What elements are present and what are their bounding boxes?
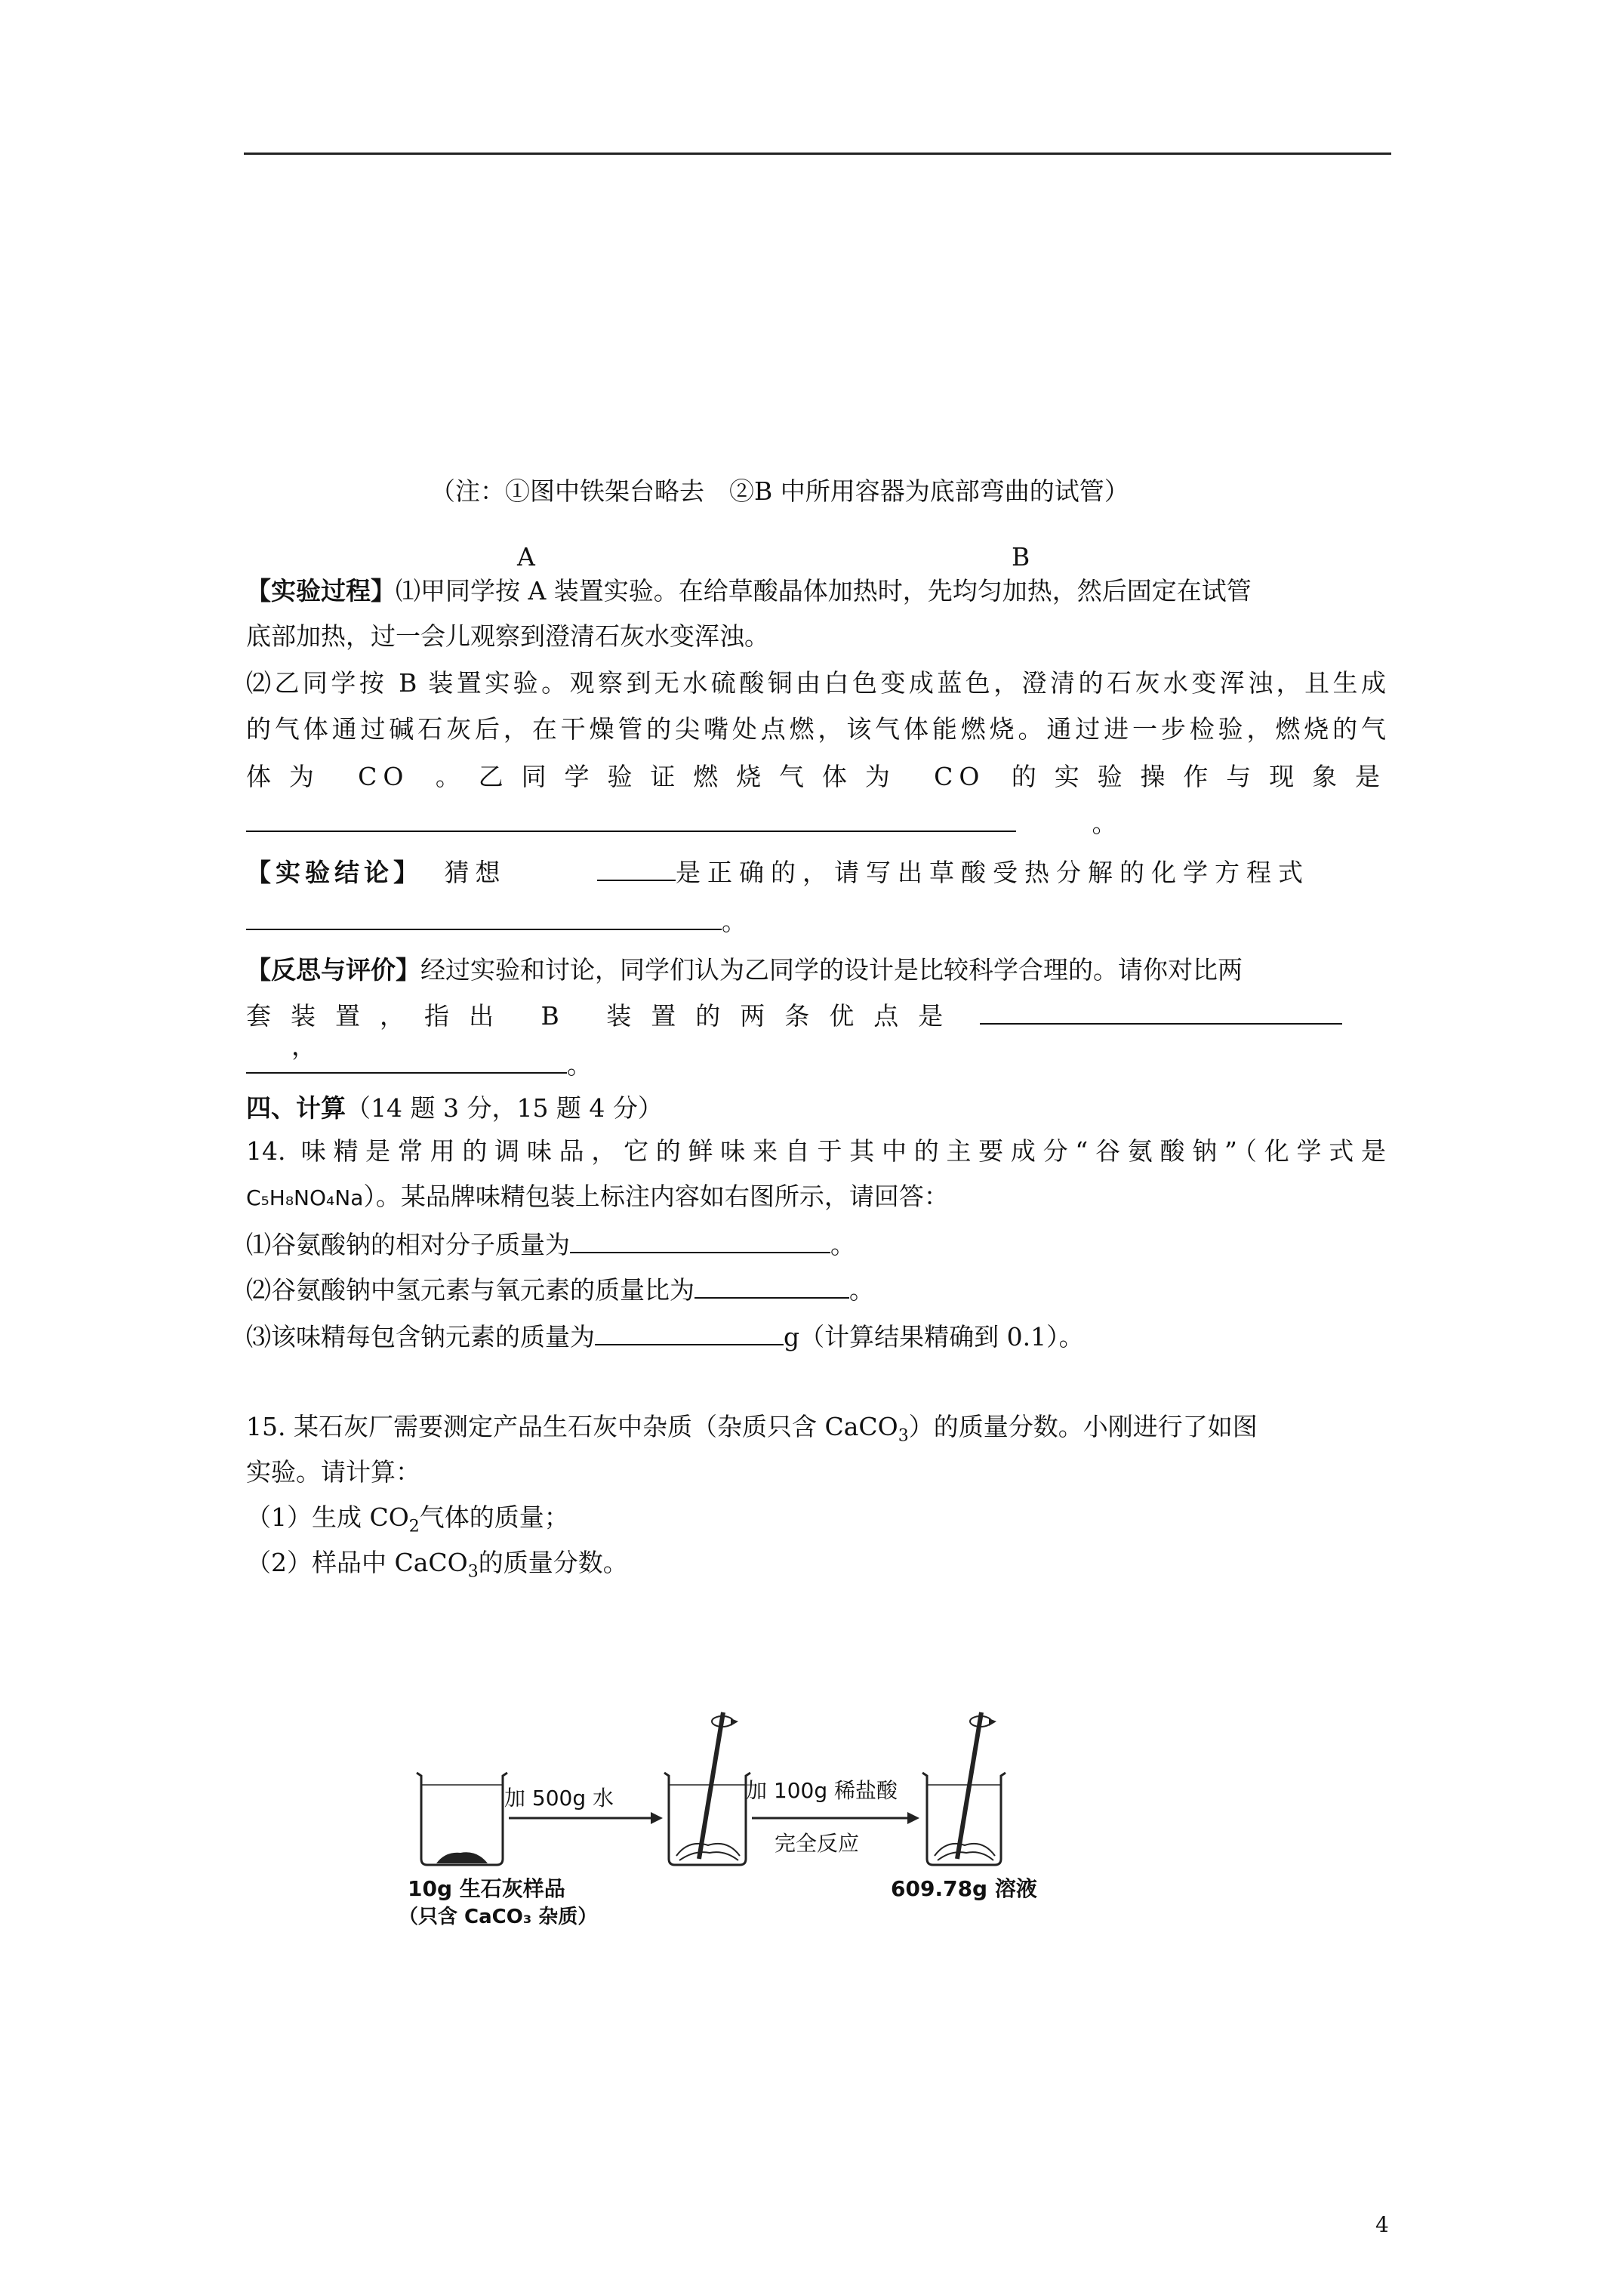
answer-blank-equation[interactable] <box>246 906 722 930</box>
reflection-line-1: 【反思与评价】经过实验和讨论，同学们认为乙同学的设计是比较科学合理的。请你对比两 <box>246 955 1243 985</box>
header-rule <box>244 153 1391 155</box>
reflection-line-2: 套装置，指出 B 装置的两条优点是 ， <box>246 1000 1386 1062</box>
answer-blank-advantage-2[interactable] <box>246 1049 567 1074</box>
q15-sub-2: （2）样品中 CaCO$_3$的质量分数。 <box>246 1548 628 1582</box>
formula-msg: C₅H₈NO₄Na <box>246 1185 364 1210</box>
answer-blank-mass-ratio[interactable] <box>694 1274 849 1299</box>
stirring-rod-2-icon <box>957 1712 996 1859</box>
arrow-2-icon <box>752 1812 919 1824</box>
answer-blank-molar-mass[interactable] <box>570 1229 830 1253</box>
answer-blank-co-test[interactable] <box>246 808 1016 832</box>
process-line-6: 。 <box>246 808 1386 839</box>
figure-label-a: A <box>517 542 535 572</box>
answer-blank-advantage-1[interactable] <box>980 1000 1342 1025</box>
experiment-diagram <box>399 1691 1087 1940</box>
answer-blank-sodium-mass[interactable] <box>595 1321 784 1345</box>
q14-sub-2: ⑵谷氨酸钠中氢元素与氧元素的质量比为 。 <box>246 1275 874 1305</box>
solution-label: 609.78g 溶液 <box>891 1876 1037 1901</box>
arrow-1-icon <box>509 1812 663 1824</box>
step-2b-label: 完全反应 <box>775 1831 860 1856</box>
section-4-title: 四、计算（14 题 3 分，15 题 4 分） <box>246 1093 663 1123</box>
stirring-rod-1-icon <box>699 1712 738 1859</box>
process-line-1: 【实验过程】⑴甲同学按 A 装置实验。在给草酸晶体加热时，先均匀加热，然后固定在试管 <box>246 576 1252 606</box>
figure-label-b: B <box>1012 542 1030 572</box>
process-heading: 【实验过程】 <box>246 576 396 606</box>
reflection-heading: 【反思与评价】 <box>246 955 420 985</box>
page-number: 4 <box>1375 2212 1389 2237</box>
conclusion-heading: 【实验结论】 <box>246 858 423 887</box>
process-line-5: 体为 CO 。乙同学验证燃烧气体为 CO 的实验操作与现象是 <box>246 762 1386 791</box>
solid-sample-icon <box>436 1852 488 1863</box>
q14-sub-1: ⑴谷氨酸钠的相对分子质量为 。 <box>246 1230 855 1259</box>
q15-sub-1: （1）生成 $CO_2$气体的质量； <box>246 1502 569 1536</box>
conclusion-line-1: 【实验结论】 猜想 是正确的，请写出草酸受热分解的化学方程式 <box>246 858 1310 887</box>
q14-sub-3: ⑶该味精每包含钠元素的质量为 g（计算结果精确到 0.1）。 <box>246 1322 1084 1351</box>
process-line-2: 底部加热，过一会儿观察到澄清石灰水变浑浊。 <box>246 621 769 651</box>
reflection-line-3: 。 <box>246 1049 1386 1080</box>
q14-line-2: C₅H₈NO₄Na）。某品牌味精包装上标注内容如右图所示，请回答： <box>246 1182 949 1211</box>
process-line-4: 的气体通过碱石灰后，在干燥管的尖嘴处点燃，该气体能燃烧。通过进一步检验，燃烧的气 <box>246 714 1386 744</box>
impurity-label: （只含 CaCO₃ 杂质） <box>399 1906 598 1928</box>
sample-label: 10g 生石灰样品 <box>408 1876 565 1901</box>
step-1-label: 加 500g 水 <box>504 1786 614 1811</box>
answer-blank-hypothesis[interactable] <box>597 857 676 881</box>
beaker-1-icon <box>417 1773 507 1865</box>
figure-note: （注：①图中铁架台略去 ②B 中所用容器为底部弯曲的试管） <box>430 476 1129 506</box>
q15-line-1: 15. 某石灰厂需要测定产品生石灰中杂质（杂质只含 CaCO$_3$）的质量分数。小刚进行了如图 <box>246 1412 1258 1446</box>
process-line-3: ⑵乙同学按 B 装置实验。观察到无水硫酸铜由白色变成蓝色，澄清的石灰水变浑浊，且生成 <box>246 668 1386 698</box>
conclusion-line-2: 。 <box>246 906 1386 937</box>
step-2-label: 加 100g 稀盐酸 <box>746 1778 898 1803</box>
q15-line-2: 实验。请计算： <box>246 1457 420 1487</box>
q14-line-1: 14. 味精是常用的调味品，它的鲜味来自于其中的主要成分“谷氨酸钠”（化学式是 <box>246 1136 1386 1166</box>
